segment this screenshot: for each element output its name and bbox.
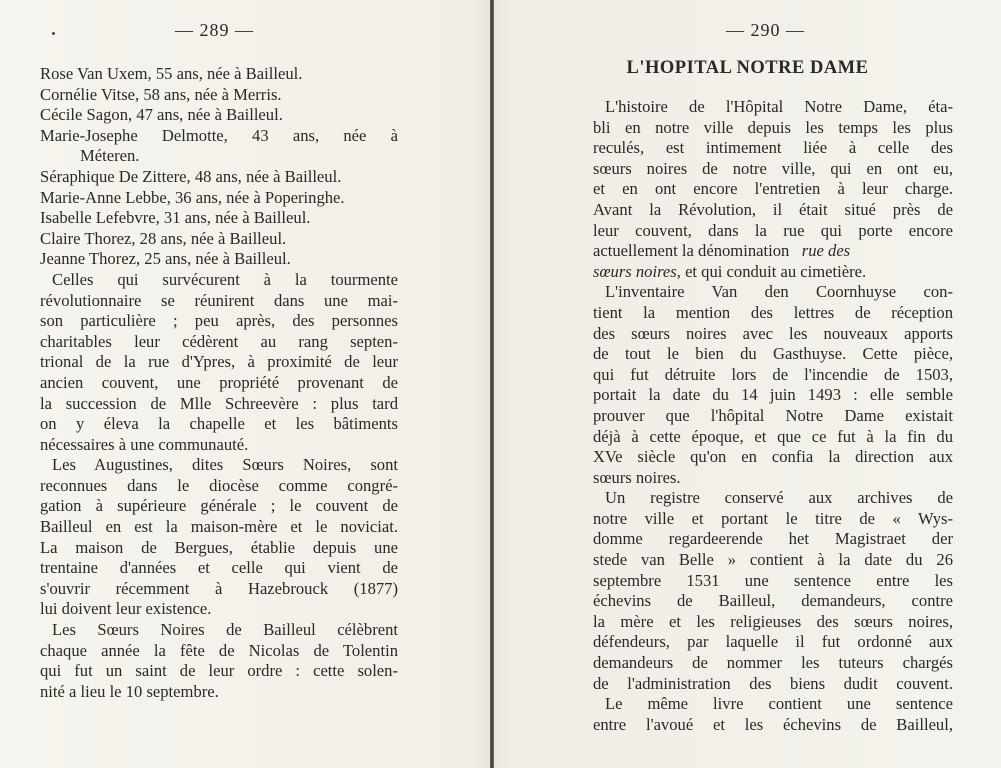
text-line: qui fut détruite lors de l'incendie de 1503, — [593, 364, 953, 384]
text-line: L'inventaire Van den Coornhuyse con- — [605, 282, 953, 302]
text-line: la mère et les religieuses des sœurs noires, — [593, 611, 953, 631]
text-line: Jeanne Thorez, 25 ans, née à Bailleul. — [40, 249, 291, 269]
text-line: reculés, est intimement liée à celle des — [593, 138, 953, 158]
text-line: reconnues dans le diocèse comme congré- — [40, 475, 398, 495]
text-line: bli en notre ville depuis les temps les plus — [593, 117, 953, 137]
left-page — [0, 0, 490, 768]
text-line: sœurs noires de notre ville, qui en ont eu, — [593, 158, 953, 178]
text-line: trentaine d'années et celle qui vient de — [40, 558, 398, 578]
text-line: chaque année la fête de Nicolas de Tolentin — [40, 640, 398, 660]
text-line: défendeurs, par laquelle il fut ordonné aux — [593, 632, 953, 652]
text-line: demandeurs de nommer les tuteurs chargés — [593, 653, 953, 673]
text-line: XVe siècle qu'on en confia la direction aux — [593, 447, 953, 467]
text-line: Un registre conservé aux archives de — [605, 488, 953, 508]
text-line: s'ouvrir récemment à Hazebrouck (1877) — [40, 578, 398, 598]
text-line: nité a lieu le 10 septembre. — [40, 681, 219, 701]
text-line: nécessaires à une communauté. — [40, 434, 249, 454]
page-number-right: — 290 — — [726, 20, 805, 40]
text-line: prouver que l'hôpital Notre Dame existait — [593, 405, 953, 425]
text-line: tient la mention des lettres de réception — [593, 302, 953, 322]
text-line-mixed — [593, 262, 953, 283]
text-line: septembre 1531 une sentence entre les — [593, 570, 953, 590]
text-line: et en ont encore l'entretien à leur charge. — [593, 179, 953, 199]
text-line: Séraphique De Zittere, 48 ans, née à Bailleul. — [40, 166, 342, 186]
text-line: domme regardeerende het Magistraet der — [593, 529, 953, 549]
text-line-mixed — [593, 241, 953, 262]
chapter-title: L'HOPITAL NOTRE DAME — [626, 58, 869, 78]
text-line: stede van Belle » contient à la date du 26 — [593, 550, 953, 570]
italic-phrase: sœurs noires — [593, 261, 677, 281]
text-line: Marie-Josephe Delmotte, 43 ans, née à — [40, 125, 398, 145]
text-line: Marie-Anne Lebbe, 36 ans, née à Poperinghe. — [40, 187, 345, 207]
text-line: La maison de Bergues, établie depuis une — [40, 537, 398, 557]
text-line: Cornélie Vitse, 58 ans, née à Merris. — [40, 84, 282, 104]
text-line: Rose Van Uxem, 55 ans, née à Bailleul. — [40, 64, 303, 83]
italic-phrase: rue des — [801, 241, 851, 261]
text-line: charitables leur cédèrent au rang septen- — [40, 331, 398, 351]
text-line: son particulière ; peu après, des personnes — [40, 311, 398, 331]
text-line: Le même livre contient une sentence — [605, 694, 953, 714]
ink-speck — [52, 32, 55, 35]
text-line: ancien couvent, une propriété provenant de — [40, 372, 398, 392]
text-line: Cécile Sagon, 47 ans, née à Bailleul. — [40, 105, 283, 125]
text-line: déjà à cette époque, et que ce fut à la fin du — [593, 426, 953, 446]
page-number-left: — 289 — — [175, 20, 254, 40]
text-line: on y éleva la chapelle et les bâtiments — [40, 414, 398, 434]
text-line: leur couvent, dans la rue qui porte encore — [593, 220, 953, 240]
text-line: échevins de Bailleul, demandeurs, contre — [593, 591, 953, 611]
text-line: portait la date du 14 juin 1493 : elle semble — [593, 385, 953, 405]
text-line: trional de la rue d'Ypres, à proximité de leur — [40, 352, 398, 372]
text-line: qui fut un saint de leur ordre : cette solen- — [40, 661, 398, 681]
text-line: des sœurs noires avec les nouveaux apports — [593, 323, 953, 343]
text-line: entre l'avoué et les échevins de Bailleul, — [593, 714, 953, 734]
text-line: Les Augustines, dites Sœurs Noires, sont — [52, 455, 398, 475]
text-line: Avant la Révolution, il était situé près de — [593, 199, 953, 219]
text-line: gation à supérieure générale ; le couvent de — [40, 496, 398, 516]
text-line: Celles qui survécurent à la tourmente — [52, 269, 398, 289]
text-line: Bailleul en est la maison-mère et le noviciat. — [40, 517, 398, 537]
text-line: Méteren. — [80, 146, 140, 166]
text-line: de l'administration des biens dudit couvent. — [593, 673, 953, 693]
right-page-text — [593, 97, 953, 735]
text-line: Les Sœurs Noires de Bailleul célèbrent — [52, 620, 398, 640]
text-line: sœurs noires. — [593, 467, 681, 487]
text-line: notre ville et portant le titre de « Wys- — [593, 508, 953, 528]
left-page-text — [40, 64, 398, 702]
text-line: L'histoire de l'Hôpital Notre Dame, éta- — [605, 97, 953, 116]
text-fragment: , et qui conduit au cimetière. — [676, 261, 867, 281]
text-line: lui doivent leur existence. — [40, 599, 212, 619]
text-line: Claire Thorez, 28 ans, née à Bailleul. — [40, 228, 287, 248]
text-fragment: actuellement la dénomination — [593, 241, 790, 261]
text-line: révolutionnaire se réunirent dans une mai- — [40, 290, 398, 310]
text-line: la succession de Mlle Schreevère : plus tard — [40, 393, 398, 413]
right-page — [494, 0, 1001, 768]
text-line: Isabelle Lefebvre, 31 ans, née à Bailleul. — [40, 208, 311, 228]
text-line: de tout le bien du Gasthuyse. Cette pièce, — [593, 344, 953, 364]
